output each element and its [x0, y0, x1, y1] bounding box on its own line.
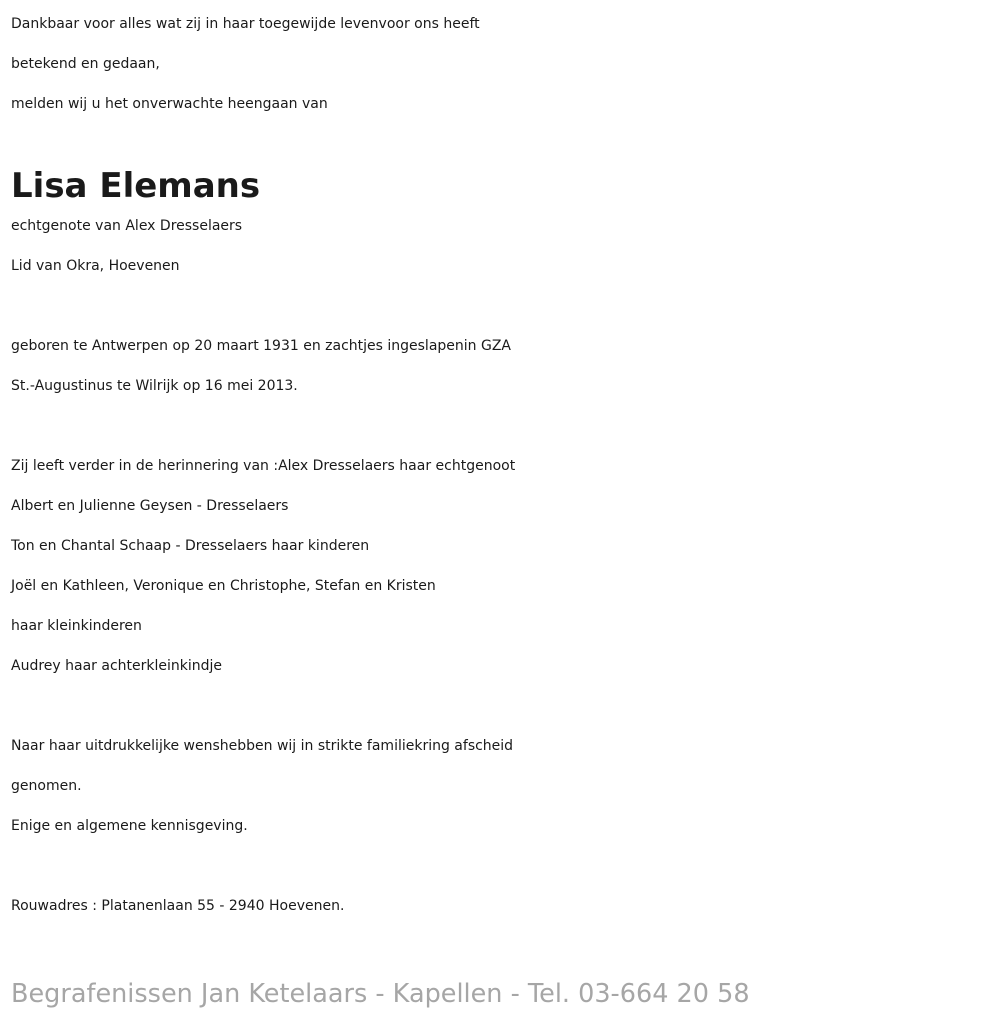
deceased-name: Lisa Elemans [11, 166, 261, 206]
birth-death-line-1: geboren te Antwerpen op 20 maart 1931 en zachtjes ingeslapenin GZA [11, 338, 512, 354]
mourning-address: Rouwadres : Platanenlaan 55 - 2940 Hoevenen. [11, 898, 345, 914]
family-line: Audrey haar achterkleinkindje [11, 658, 223, 674]
spacer [11, 686, 991, 726]
intro-line-3: melden wij u het onverwachte heengaan van [11, 96, 328, 112]
intro-line-1: Dankbaar voor alles wat zij in haar toegewijde levenvoor ons heeft [11, 16, 480, 32]
membership-line: Lid van Okra, Hoevenen [11, 258, 180, 274]
birth-death-line-2: St.-Augustinus te Wilrijk op 16 mei 2013. [11, 378, 298, 394]
farewell-line-3: Enige en algemene kennisgeving. [11, 818, 248, 834]
spacer [11, 846, 991, 886]
spacer [11, 124, 991, 164]
family-line: Albert en Julienne Geysen - Dresselaers [11, 498, 289, 514]
spacer [11, 286, 991, 326]
farewell-line-1: Naar haar uitdrukkelijke wenshebben wij in strikte familiekring afscheid [11, 738, 514, 754]
family-line: Joël en Kathleen, Veronique en Christophe, Stefan en Kristen [11, 578, 436, 594]
spacer [11, 406, 991, 446]
death-notice [11, 4, 991, 926]
funeral-home-credit: Begrafenissen Jan Ketelaars - Kapellen - Tel. 03-664 20 58 [11, 979, 750, 1009]
family-line: Ton en Chantal Schaap - Dresselaers haar kinderen [11, 538, 370, 554]
intro-line-2: betekend en gedaan, [11, 56, 160, 72]
farewell-line-2: genomen. [11, 778, 82, 794]
spouse-line: echtgenote van Alex Dresselaers [11, 218, 243, 234]
family-line: haar kleinkinderen [11, 618, 142, 634]
family-line: Zij leeft verder in de herinnering van :Alex Dresselaers haar echtgenoot [11, 458, 516, 474]
